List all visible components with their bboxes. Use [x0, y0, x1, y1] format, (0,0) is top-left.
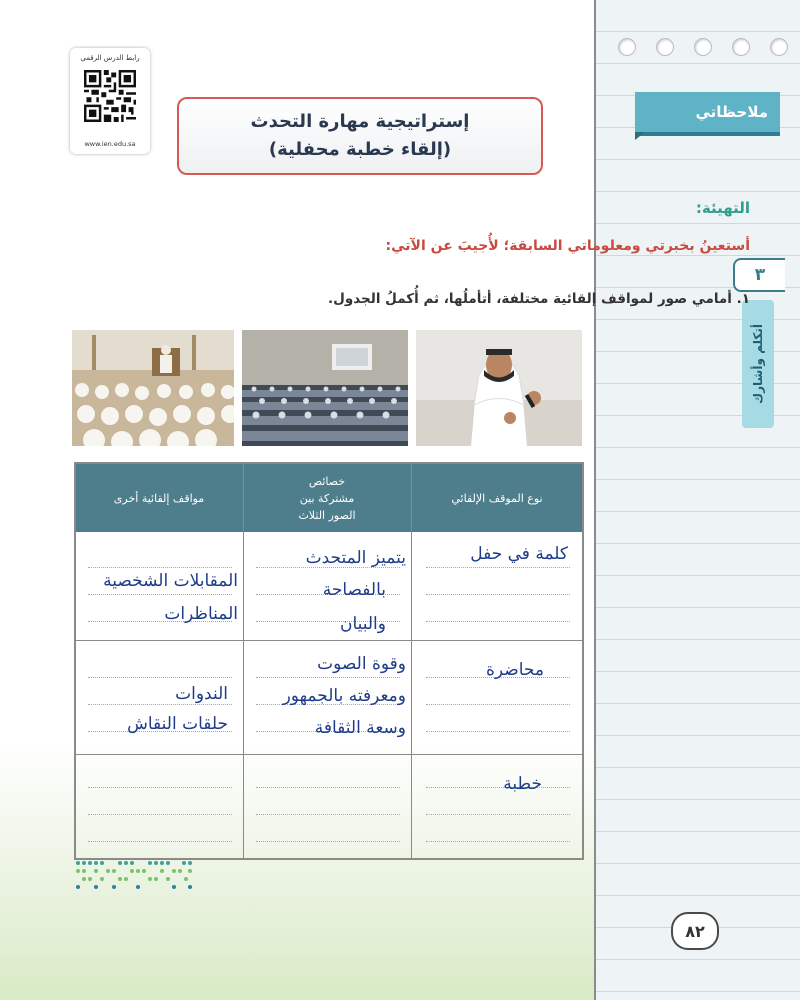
notes-tab: [635, 92, 780, 132]
notes-tab-fold: [635, 132, 645, 140]
answer-type-2[interactable]: محاضرة: [486, 660, 544, 680]
instruction-text: أستعينُ بخبرتي ومعلوماتي السابقة؛ لأُجيبَ عن الآتي:: [385, 238, 750, 254]
lesson-subtitle: (إلقاء خطبة محفلية): [268, 139, 452, 160]
ministry-logo-icon: [74, 855, 194, 891]
table-header: [76, 464, 582, 532]
mosque-sermon-photo: [72, 330, 234, 446]
qr-url[interactable]: www.ien.edu.sa: [84, 140, 136, 148]
qr-code-icon[interactable]: [84, 70, 136, 122]
answer-common-1a[interactable]: يتميز المتحدث: [305, 548, 406, 568]
binder-hole: [732, 38, 750, 56]
answer-common-1c[interactable]: والبيان: [339, 614, 386, 634]
unit-label: أتكلم وأشارك: [742, 300, 774, 428]
answer-other-2a[interactable]: الندوات: [175, 684, 228, 704]
conference-hall-photo: [242, 330, 408, 446]
notes-column: [594, 0, 800, 1000]
answer-common-1b[interactable]: بالفصاحة: [322, 580, 386, 600]
lesson-title: إستراتيجية مهارة التحدث: [250, 111, 470, 132]
answer-common-2c[interactable]: وسعة الثقافة: [314, 718, 406, 738]
notes-divider: [594, 0, 596, 1000]
answer-common-2b[interactable]: ومعرفته بالجمهور: [282, 686, 406, 706]
header-situation-type: نوع الموقف الإلقائي: [451, 491, 543, 505]
binder-hole: [770, 38, 788, 56]
answer-table: [74, 462, 584, 860]
lesson-title-box: [177, 97, 543, 175]
question-text: ١. أمامي صور لمواقف إلقائية مختلفة، أتأملُها، ثم أُكملُ الجدول.: [328, 291, 750, 307]
row-divider: [76, 754, 582, 755]
answer-type-3[interactable]: خطبة: [503, 774, 542, 794]
column-divider: [411, 464, 412, 858]
qr-caption: رابط الدرس الرقمي: [80, 54, 140, 62]
answer-other-1b[interactable]: المناظرات: [164, 604, 238, 624]
answer-common-2a[interactable]: وقوة الصوت: [317, 654, 406, 674]
speaker-photo: [416, 330, 582, 446]
header-common-traits: خصائص مشتركة بين الصور الثلاث: [298, 474, 356, 522]
column-divider: [243, 464, 244, 858]
answer-type-1[interactable]: كلمة في حفل: [470, 544, 568, 564]
binder-hole: [694, 38, 712, 56]
page-number: ٨٢: [671, 912, 719, 950]
answer-other-2b[interactable]: حلقات النقاش: [127, 714, 228, 734]
binder-hole: [656, 38, 674, 56]
answer-other-1a[interactable]: المقابلات الشخصية: [103, 571, 238, 591]
header-other-situations: مواقف إلقائية أخرى: [113, 491, 205, 505]
chapter-number: ٣: [733, 258, 785, 292]
qr-card[interactable]: [70, 48, 150, 154]
binder-hole: [618, 38, 636, 56]
notes-label: ملاحظاتي: [695, 103, 768, 121]
warmup-heading: التهيئة:: [695, 199, 750, 217]
row-divider: [76, 640, 582, 641]
